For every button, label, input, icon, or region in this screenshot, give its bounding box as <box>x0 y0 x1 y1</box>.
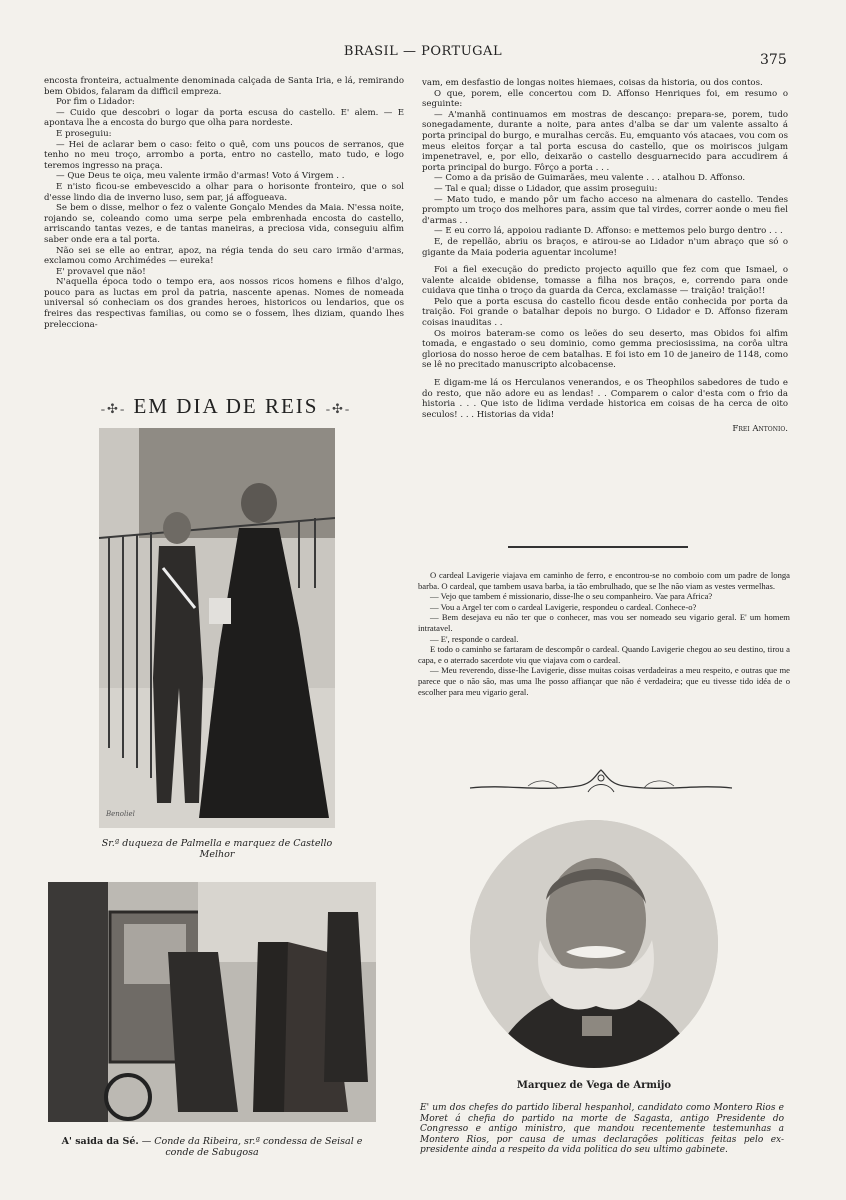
photo-illustration <box>48 882 376 1122</box>
paragraph: — Mato tudo, e mando pôr um facho acceso na almenara do castello. Tendes prompto um troço dos melhores para, assim que tal virdes, correr aonde o meu fiel d'armas . . <box>422 194 788 226</box>
paragraph: — A'manhã continuamos em mostras de descanço: prepara-se, porem, tudo sonegadamente, durante a noite, para antes d'alba se dar um valente assalto á porta principal do burgo, e muralhas cercãs. Eu, emquanto vós atacaes, vou com os meus eleitos forçar a tal porta escusa do castello, que os moiriscos julgam impenetravel, e, por ello, deixarão o castello desguarnecido para accudirem á porta principal do burgo. Fôrço a porta . . . <box>422 109 788 173</box>
paragraph: E' provavel que não! <box>56 266 146 277</box>
photo-duchess-marquis <box>99 428 335 828</box>
left-column-text <box>44 76 404 330</box>
paragraph: encosta fronteira, actualmente denominada calçada de Santa Iria, e lá, remirando bem Obidos, falaram da difficil empreza. <box>44 76 404 97</box>
paragraph: E n'isto ficou-se embevescido a olhar para o horisonte fronteiro, que o sol d'esse lindo dia de inverno luso, sem par, já affogueava. <box>44 181 404 203</box>
section-title-text: EM DIA DE REIS <box>133 394 319 418</box>
paragraph: E digam-me lá os Herculanos venerandos, e os Theophilos sabedores de tudo e do resto, que não adore eu as lendas! . . Comparem o calor d'esta com o frio da historia . . . Que isto de lidima verdade historica em coisas de ha cerca de oito seculos! . . . Historias da vida! <box>422 378 788 420</box>
paragraph: Foi a fiel execução do predicto projecto aquillo que fez com que Ismael, o valente alcaide obidense, tomasse a filha nos braços, e, correndo para onde cuidava que tinha o troço da guarda da Cerca, exclamasse — traição! traição!! <box>422 265 788 297</box>
portrait-illustration <box>470 820 718 1068</box>
paragraph: Por fim o Lidador: <box>56 97 135 108</box>
paragraph: — Que Deus te oiça, meu valente irmão d'armas! Voto á Virgem . . <box>56 171 345 182</box>
caption-lead: A' saida da Sé. <box>61 1136 139 1147</box>
paragraph: — Vou a Argel ter com o cardeal Lavigerie, respondeu o cardeal. Conhece-o? <box>430 601 697 612</box>
paragraph: — Vejo que tambem é missionario, disse-lhe o seu companheiro. Vae para Africa? <box>430 591 713 602</box>
flourish-ornament <box>468 762 734 802</box>
photographer-signature: Benoliel <box>106 810 135 818</box>
paragraph: E, de repellão, abriu os braços, e atirou-se ao Lidador n'um abraço que só o gigante da Maia poderia aguentar incolume! <box>422 236 788 258</box>
portrait-vega-de-armijo <box>470 820 718 1068</box>
paragraph: E proseguiu: <box>56 128 112 139</box>
paragraph: vam, em desfastio de longas noites hiemaes, coisas da historia, ou dos contos. <box>422 78 763 88</box>
paragraph: — Tal e qual; disse o Lidador, que assim proseguiu: <box>434 183 658 194</box>
paragraph: Os moiros bateram-se como os leões do seu deserto, mas Obidos foi alfim tomada, e engastado o seu dominio, como gemma preciosissima, na corôa ultra gloriosa do nosso heroe de cem batalhas. E foi isto em 10 de janeiro de 1148, como se lê no precitado manuscripto alcobacense. <box>422 328 788 371</box>
paragraph: — Hei de aclarar bem o caso: feito o quê, com uns poucos de serranos, que tenho no meu troço, arrombo a porta, entro no castello, mato tudo, e logo teremos ingresso na praça. <box>44 139 404 171</box>
right-column-text <box>422 78 788 435</box>
paragraph: E todo o caminho se fartaram de descompôr o cardeal. Quando Lavigerie chegou ao seu destino, tirou a capa, e o aterrado sacerdote viu que viajava com o cardeal. <box>418 644 790 665</box>
ornament-right-icon: -✣- <box>325 401 352 416</box>
paragraph: — E eu corro lá, appoiou radiante D. Affonso: e mettemos pelo burgo dentro . . . <box>434 226 783 237</box>
section-title <box>40 394 412 419</box>
photo-bottom-caption <box>48 1136 376 1158</box>
portrait-caption: E' um dos chefes do partido liberal hespanhol, candidato como Montero Rios e Moret á chefia do partido na morte de Sagasta, antigo Presidente do Congresso e antigo ministro, que mandou recentemente testemunhas a Montero Rios, por causa de umas declarações politicas feitas pelo ex-presidente ainda a respeito da vida politica do seu ultimo gabinete. <box>420 1103 784 1156</box>
paragraph: O cardeal Lavigerie viajava em caminho de ferro, e encontrou-se no comboio com um padre de longa barba. O cardeal, que tambem usava barba, ia tão embrulhado, que se lhe não viam as vestes vermelhas. <box>418 570 790 591</box>
page-number: 375 <box>760 52 787 68</box>
paragraph: — Meu reverendo, disse-lhe Lavigerie, disse muitas coisas verdadeiras a meu respeito, e outras que me parece que o não são, mas uma lhe posso affiançar que não é verdadeira; que eu tivesse tido idéa de o escolher para meu vigario geral. <box>418 665 790 697</box>
author-signature: Frei Antonio. <box>732 424 788 435</box>
paragraph: Se bem o disse, melhor o fez o valente Gonçalo Mendes da Maia. N'essa noite, rojando se, coleando como uma serpe pela embrenhada encosta do castello, arriscando tantas vezes, e de tantas maneiras, a preciosa vida, conseguiu alfim saber onde era a tal porta. <box>44 203 404 245</box>
paragraph: — Cuido que descobri o logar da porta escusa do castello. E' alem. — E apontava lhe a encosta do burgo que olha para nordeste. <box>44 107 404 129</box>
portrait-name: Marquez de Vega de Armijo <box>516 1080 672 1091</box>
ornament-left-icon: -✣- <box>100 401 127 416</box>
photo-illustration <box>99 428 335 828</box>
running-header: BRASIL — PORTUGAL <box>343 44 503 59</box>
separator-rule <box>508 546 688 548</box>
paragraph: — E', responde o cardeal. <box>430 633 519 644</box>
paragraph: O que, porem, elle concertou com D. Affonso Henriques foi, em resumo o seguinte: <box>422 88 788 110</box>
paragraph: Pelo que a porta escusa do castello ficou desde então conhecida por porta da traição. Foi grande o batalhar depois no burgo. O Lidador e D. Affonso fizeram coisas inauditas . . <box>422 296 788 329</box>
photo-leaving-cathedral <box>48 882 376 1122</box>
paragraph: — Bem desejava eu não ter que o conhecer, mas vou ser nomeado seu vigario geral. E' um homem intratavel. <box>418 612 790 633</box>
caption-rest: — Conde da Ribeira, sr.ª condessa de Seisal e conde de Sabugosa <box>141 1136 363 1158</box>
anecdote-text <box>418 570 790 697</box>
paragraph: — Como a da prisão de Guimarães, meu valente . . . atalhou D. Affonso. <box>434 173 746 184</box>
photo-top-caption: Sr.ª duqueza de Palmella e marquez de Castello Melhor <box>101 838 333 860</box>
paragraph: Não sei se elle ao entrar, apoz, na régia tenda do seu caro irmão d'armas, exclamou como Archimédes — eureka! <box>44 245 404 267</box>
paragraph: N'aquella época todo o tempo era, aos nossos ricos homens e filhos d'algo, pouco para as luctas em prol da patria, nascente apenas. Nomes de nomeada universal só conheciam os dos grandes heroes, historicos ou lendarios, que os freires das respectivas familias, ou como se o fossem, lhes diziam, quando lhes prelecciona- <box>44 277 404 330</box>
